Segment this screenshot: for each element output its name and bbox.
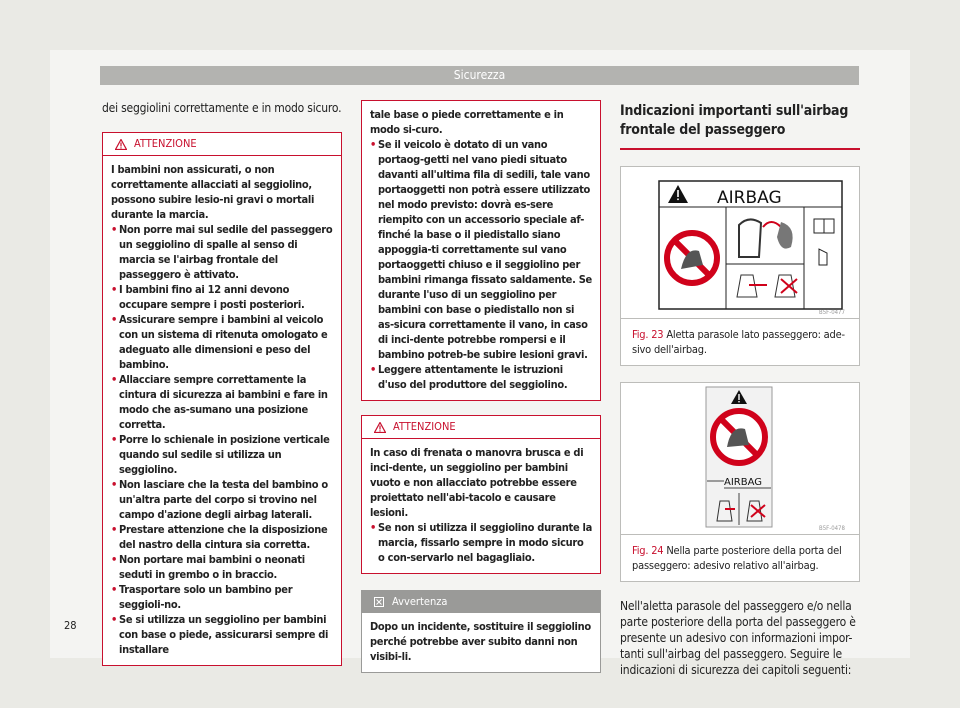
note-header <box>362 591 600 613</box>
sticker-text: AIRBAG <box>717 188 782 208</box>
section-title: Indicazioni importanti sull'airbag frontale del passeggero <box>620 103 849 138</box>
body-text: Nell'aletta parasole del passeggero e/o nella parte posteriore della porta del passeggero è presente un adesivo con informazioni impor-tanti sull'airbag del passeggero. Seguire le indicazioni di sicurezza dei capitoli seguenti: <box>620 599 856 677</box>
warning-box-continued <box>361 100 601 401</box>
note-box <box>361 590 601 673</box>
warning-item: • Non lasciare che la testa del bambino o un'altra parte del corpo si trovino nel campo d'azione degli airbag laterali. <box>111 478 328 521</box>
airbag-sticker-illustration <box>621 167 859 318</box>
warning-item: • Non portare mai bambini o neonati seduti in grembo o in braccio. <box>111 553 305 581</box>
warning-box-2 <box>361 415 601 574</box>
sticker-text: AIRBAG <box>724 477 763 488</box>
airbag-door-sticker-illustration <box>621 383 859 534</box>
warning-item: • Trasportare solo un bambino per seggioli-no. <box>111 583 293 611</box>
note-title: Avvertenza <box>392 595 448 608</box>
warning-triangle-icon <box>115 139 127 150</box>
warning-item: • I bambini fino ai 12 anni devono occupare sempre i posti posteriori. <box>111 283 305 311</box>
column-right <box>620 100 860 678</box>
figure-24 <box>620 382 860 582</box>
note-icon <box>374 597 384 607</box>
warning-box-1 <box>102 132 342 666</box>
warning-header <box>103 133 341 156</box>
warning-item: • Se il veicolo è dotato di un vano portaog-getti nel vano piedi situato davanti all'ultima fila di sedili, tale vano portaoggetti non potrà essere utilizzato nel modo previsto: dovrà es-sere riempito con un accessorio speciale af-finché la base o il piedistallo siano appoggia-ti correttamente sul vano portaoggetti chiuso e il seggiolino per bambini rimanga fissato saldamente. Se durante l'uso di un seggiolino per bambini con base o piedistallo non si as-sicura correttamente il vano, in caso di inci-dente potrebbe rompersi e il bambino potreb-be subire lesioni gravi. <box>370 138 592 361</box>
warning-header <box>362 416 600 439</box>
warning-body <box>103 156 341 665</box>
figure-image <box>621 167 859 318</box>
figure-label: Fig. 24 <box>632 544 664 557</box>
warning-item: • Assicurare sempre i bambini al veicolo con un sistema di ritenuta omologato e adeguato alle dimensioni e peso del bambino. <box>111 313 328 371</box>
column-left <box>102 100 342 666</box>
warning-title: ATTENZIONE <box>393 420 456 433</box>
warning-item: • Leggere attentamente le istruzioni d'uso del produttore del seggiolino. <box>370 363 568 391</box>
warning-item: • Se non si utilizza il seggiolino durante la marcia, fissarlo sempre in modo sicuro o con-servarlo nel bagagliaio. <box>370 521 592 564</box>
figure-caption-text: Aletta parasole lato passeggero: ade-sivo dell'airbag. <box>632 328 845 356</box>
warning-triangle-icon <box>374 422 386 433</box>
title-rule <box>620 148 860 150</box>
figure-caption <box>621 534 859 581</box>
figure-23 <box>620 166 860 366</box>
figure-code: B5F-0477 <box>819 309 845 316</box>
figure-image <box>621 383 859 534</box>
figure-code: B5F-0478 <box>819 525 845 532</box>
warning-item: • Se si utilizza un seggiolino per bambini con base o piede, assicurarsi sempre di installare <box>111 613 329 656</box>
warning-item: • Prestare attenzione che la disposizione del nastro della cintura sia corretta. <box>111 523 328 551</box>
figure-caption-text: Nella parte posteriore della porta del passeggero: adesivo relativo all'airbag. <box>632 544 842 572</box>
section-header: Sicurezza <box>100 66 859 85</box>
warning-lead: tale base o piede correttamente e in modo si-curo. <box>370 108 564 136</box>
figure-label: Fig. 23 <box>632 328 664 341</box>
warning-lead: In caso di frenata o manovra brusca e di inci-dente, un seggiolino per bambini vuoto e non allacciato potrebbe essere proiettato nell'abi-tacolo e causare lesioni. <box>370 446 584 519</box>
warning-title: ATTENZIONE <box>134 137 197 150</box>
note-text: Dopo un incidente, sostituire il seggiolino perché potrebbe aver subito danni non visibi-li. <box>370 620 591 663</box>
column-middle <box>361 100 601 673</box>
warning-item: • Allacciare sempre correttamente la cintura di sicurezza ai bambini e fare in modo che as-sumano una posizione corretta. <box>111 373 328 431</box>
warning-lead: I bambini non assicurati, o non correttamente allacciati al seggiolino, possono subire lesio-ni gravi o mortali durante la marcia. <box>111 163 315 221</box>
page-number: 28 <box>64 619 77 632</box>
warning-body <box>362 101 600 400</box>
warning-body <box>362 439 600 573</box>
warning-item: • Non porre mai sul sedile del passeggero un seggiolino di spalle al senso di marcia se l'airbag frontale del passeggero è attivato. <box>111 223 333 281</box>
warning-item: • Porre lo schienale in posizione verticale quando sul sedile si utilizza un seggiolino. <box>111 433 330 476</box>
intro-text: dei seggiolini correttamente e in modo sicuro. <box>102 101 342 115</box>
figure-caption <box>621 318 859 365</box>
